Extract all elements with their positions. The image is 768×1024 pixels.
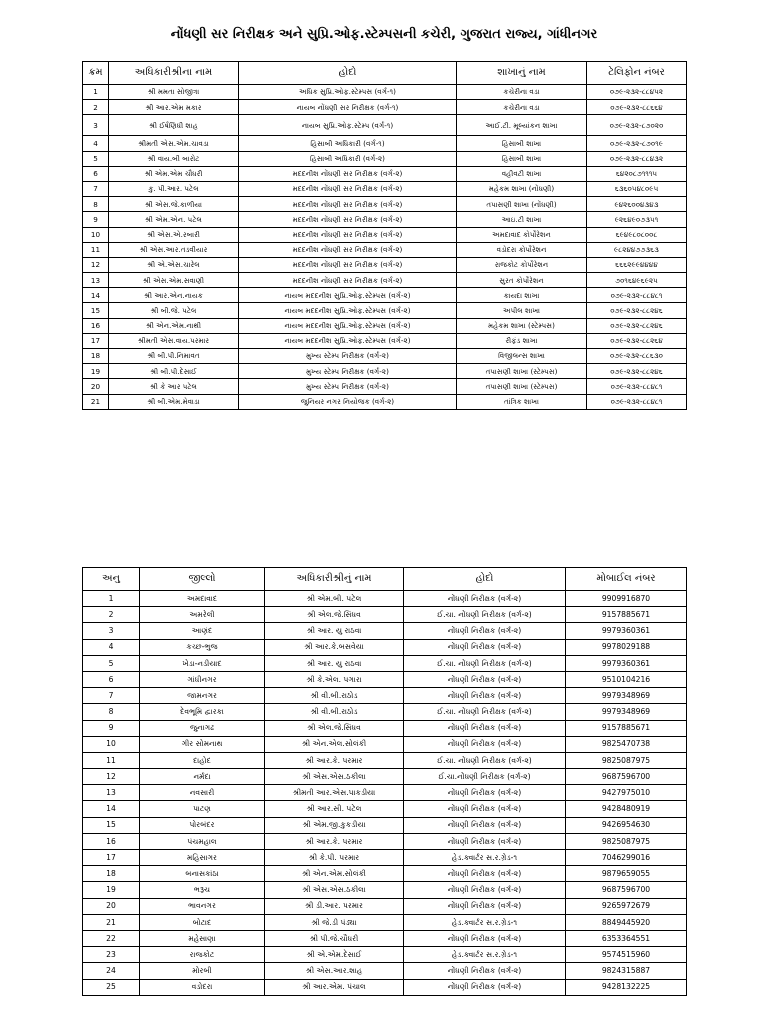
table-cell: શ્રી એલ.જે.સિંધવ bbox=[265, 607, 404, 623]
table-row bbox=[83, 979, 687, 995]
table-row bbox=[83, 785, 687, 801]
table-cell: 3 bbox=[83, 115, 109, 136]
table-row bbox=[83, 303, 687, 318]
table-cell: ૦૭૯-૨૩૨-૮૮૬૩૦ bbox=[587, 349, 687, 364]
table-row bbox=[83, 850, 687, 866]
table-cell: નોંધણી નિરીક્ષક (વર્ગ-૨) bbox=[404, 930, 566, 946]
table-cell: મહેસાણા bbox=[140, 930, 265, 946]
table-cell: ૬૬૬૨૯૯૪૪૪૪ bbox=[587, 257, 687, 272]
table-cell: 18 bbox=[83, 866, 140, 882]
table-row bbox=[83, 898, 687, 914]
table-cell: નોંધણી નિરીક્ષક (વર્ગ-૨) bbox=[404, 898, 566, 914]
table-cell: મદદનીશ નોંધણી સર નિરીક્ષક (વર્ગ-૨) bbox=[239, 181, 457, 196]
table-cell: તાંત્રિક શાખા bbox=[457, 394, 587, 409]
table-cell: નોંધણી નિરીક્ષક (વર્ગ-૨) bbox=[404, 591, 566, 607]
table-row bbox=[83, 623, 687, 639]
table-cell: શ્રી એલ.જે.સિંધવ bbox=[265, 720, 404, 736]
table-row bbox=[83, 212, 687, 227]
table-cell: 9979360361 bbox=[566, 623, 687, 639]
table-cell: અપીલ શાખા bbox=[457, 303, 587, 318]
table-cell: ઈ.ચા. નોંધણી નિરીક્ષક (વર્ગ-૨) bbox=[404, 607, 566, 623]
table-row bbox=[83, 333, 687, 348]
table-cell: 9428132225 bbox=[566, 979, 687, 995]
table-cell: અધિક સુપ્રિ.ઓફ.સ્ટેમ્પસ (વર્ગ-૧) bbox=[239, 85, 457, 100]
table-cell: 9265972679 bbox=[566, 898, 687, 914]
district-officers-mobile-table bbox=[82, 567, 687, 996]
table-cell: 11 bbox=[83, 752, 140, 768]
table-row bbox=[83, 817, 687, 833]
table-cell: શ્રી કે.પી. પરમાર bbox=[265, 850, 404, 866]
column-header: શાખાનું નામ bbox=[457, 62, 587, 85]
table-cell: નાયબ સુપ્રિ.ઓફ.સ્ટેમ્પ (વર્ગ-૧) bbox=[239, 115, 457, 136]
table-cell: 9979360361 bbox=[566, 655, 687, 671]
table-cell: પાટણ bbox=[140, 801, 265, 817]
table-cell: નોંધણી નિરીક્ષક (વર્ગ-૨) bbox=[404, 671, 566, 687]
table-cell: ૯૨૬૪૯૦૭૩૫૧ bbox=[587, 212, 687, 227]
table-cell: ગાંધીનગર bbox=[140, 671, 265, 687]
table-cell: નોંધણી નિરીક્ષક (વર્ગ-૨) bbox=[404, 866, 566, 882]
table-row bbox=[83, 833, 687, 849]
table-cell: ૭૦૧૬૪૯૬૯૨૫ bbox=[587, 273, 687, 288]
column-header: હોદો bbox=[404, 568, 566, 591]
table-cell: વડોદરા કોર્પોરેશન bbox=[457, 242, 587, 257]
table-cell: શ્રી વી.બી.રાઠોડ bbox=[265, 688, 404, 704]
table-cell: શ્રી પી.જે.ચૌધરી bbox=[265, 930, 404, 946]
table-cell: 10 bbox=[83, 227, 109, 242]
table-cell: ૦૭૯-૨૩૨-૮૮૨૪૬ bbox=[587, 318, 687, 333]
column-header: ટેલિફોન નંબર bbox=[587, 62, 687, 85]
table-cell: ૬૪૨૦૮૭૧૧૧૫ bbox=[587, 166, 687, 181]
table-row bbox=[83, 197, 687, 212]
table-cell: મહેકમ શાખા (નોંધણી) bbox=[457, 181, 587, 196]
table-row bbox=[83, 866, 687, 882]
table-cell: 20 bbox=[83, 379, 109, 394]
table-cell: ૦૭૯-૨૩૨-૮૮૨૪૬ bbox=[587, 364, 687, 379]
table-cell: 17 bbox=[83, 333, 109, 348]
table-cell: ૦૭૯-૨૩૨-૮૮૪૮૧ bbox=[587, 394, 687, 409]
table-cell: નોંધણી નિરીક્ષક (વર્ગ-૨) bbox=[404, 736, 566, 752]
table-cell: ઈ.ચા. નોંધણી નિરીક્ષક (વર્ગ-૨) bbox=[404, 704, 566, 720]
table-cell: ગીર સોમનાથ bbox=[140, 736, 265, 752]
table-cell: ૦૭૯-૨૩૨-૮૮૬૬૪ bbox=[587, 100, 687, 115]
table-row bbox=[83, 394, 687, 409]
table-row bbox=[83, 963, 687, 979]
table-cell: પંચમહાલ bbox=[140, 833, 265, 849]
table-cell: આઇ.ટી શાખા bbox=[457, 212, 587, 227]
table-row bbox=[83, 655, 687, 671]
table-cell: 5 bbox=[83, 151, 109, 166]
table-cell: શ્રી આર.કે. પરમાર bbox=[265, 752, 404, 768]
table-cell: 14 bbox=[83, 801, 140, 817]
table-cell: મદદનીશ નોંધણી સર નિરીક્ષક (વર્ગ-૨) bbox=[239, 257, 457, 272]
table-cell: 9510104216 bbox=[566, 671, 687, 687]
table-row bbox=[83, 257, 687, 272]
table-cell: વહીવટી શાખા bbox=[457, 166, 587, 181]
table-row bbox=[83, 688, 687, 704]
column-header: અધિકારીશ્રીના નામ bbox=[109, 62, 239, 85]
table-row bbox=[83, 242, 687, 257]
table-cell: અમરેલી bbox=[140, 607, 265, 623]
column-header: ક્રમ bbox=[83, 62, 109, 85]
table-row bbox=[83, 736, 687, 752]
table-cell: શ્રી આર. યુ રાઠવા bbox=[265, 655, 404, 671]
table-cell: શ્રી એસ.એમ.સવાણી bbox=[109, 273, 239, 288]
table-row bbox=[83, 288, 687, 303]
table-cell: નાયબ નોંધણી સર નિરીક્ષક (વર્ગ-૧) bbox=[239, 100, 457, 115]
table-cell: શ્રી આર.એમ મકાર bbox=[109, 100, 239, 115]
table-cell: સુરત કોર્પોરેશન bbox=[457, 273, 587, 288]
table-cell: 6353364551 bbox=[566, 930, 687, 946]
table-cell: 21 bbox=[83, 914, 140, 930]
table-cell: 18 bbox=[83, 349, 109, 364]
table-cell: મુખ્ય સ્ટેમ્પ નિરીક્ષક (વર્ગ-૨) bbox=[239, 349, 457, 364]
table-header-row bbox=[83, 568, 687, 591]
table-cell: બનાસકાંઠા bbox=[140, 866, 265, 882]
table-cell: તપાસણી શાખા (સ્ટેમ્પસ) bbox=[457, 379, 587, 394]
column-header: અનુ bbox=[83, 568, 140, 591]
table-cell: મુખ્ય સ્ટેમ્પ નિરીક્ષક (વર્ગ-૨) bbox=[239, 364, 457, 379]
table-cell: 19 bbox=[83, 364, 109, 379]
table-cell: તપાસણી શાખા (નોંધણી) bbox=[457, 197, 587, 212]
table-cell: 16 bbox=[83, 833, 140, 849]
table-row bbox=[83, 181, 687, 196]
table-cell: 7 bbox=[83, 181, 109, 196]
table-cell: ખેડા-નડીયાદ bbox=[140, 655, 265, 671]
table-cell: તપાસણી શાખા (સ્ટેમ્પસ) bbox=[457, 364, 587, 379]
table-cell: કચેરીના વડા bbox=[457, 85, 587, 100]
table-cell: 16 bbox=[83, 318, 109, 333]
table-cell: શ્રી એમ.એન. પટેલ bbox=[109, 212, 239, 227]
table-cell: 9825087975 bbox=[566, 833, 687, 849]
table-cell: 22 bbox=[83, 930, 140, 946]
table-cell: મદદનીશ નોંધણી સર નિરીક્ષક (વર્ગ-૨) bbox=[239, 227, 457, 242]
table-cell: શ્રી વાય.બી બારોટ bbox=[109, 151, 239, 166]
table-cell: શ્રી આર.સી. પટેલ bbox=[265, 801, 404, 817]
table-cell: ૯૮૨૪૪૭૭૩૬૩ bbox=[587, 242, 687, 257]
table-cell: શ્રી એસ.એ.રબારી bbox=[109, 227, 239, 242]
table-cell: 21 bbox=[83, 394, 109, 409]
table-cell: મદદનીશ નોંધણી સર નિરીક્ષક (વર્ગ-૨) bbox=[239, 273, 457, 288]
table-cell: ૬૯૪૯૮૦૮૦૦૮ bbox=[587, 227, 687, 242]
table-cell: જામનગર bbox=[140, 688, 265, 704]
table-cell: શ્રી વી.બી.રાઠોડ bbox=[265, 704, 404, 720]
table-row bbox=[83, 379, 687, 394]
table-cell: આઈ.ટી. મૂલ્યાંકન શાખા bbox=[457, 115, 587, 136]
table-cell: કચ્છ-ભુજ bbox=[140, 639, 265, 655]
table-cell: બોટાદ bbox=[140, 914, 265, 930]
table-cell: 9825470738 bbox=[566, 736, 687, 752]
table-cell: ભરૂચ bbox=[140, 882, 265, 898]
table-row bbox=[83, 769, 687, 785]
table-cell: રાજકોટ કોર્પોરેશન bbox=[457, 257, 587, 272]
table-cell: શ્રી બી.પી.નિમાવત bbox=[109, 349, 239, 364]
table-cell: દાહોદ bbox=[140, 752, 265, 768]
page-title: નોંધણી સર નિરીક્ષક અને સુપ્રિ.ઓફ.સ્ટેમ્પસની કચેરી, ગુજરાત રાજ્ય, ગાંધીનગર bbox=[170, 27, 598, 42]
table-cell: 7046299016 bbox=[566, 850, 687, 866]
table-cell: આણંદ bbox=[140, 623, 265, 639]
table-cell: મહેકમ શાખા (સ્ટેમ્પસ) bbox=[457, 318, 587, 333]
column-header: જીલ્લો bbox=[140, 568, 265, 591]
table-cell: 14 bbox=[83, 288, 109, 303]
table-cell: 4 bbox=[83, 639, 140, 655]
table-row bbox=[83, 273, 687, 288]
table-cell: 9979348969 bbox=[566, 688, 687, 704]
table-cell: ઈ.ચા.નોંધણી નિરીક્ષક (વર્ગ-૨) bbox=[404, 769, 566, 785]
table-cell: 9426954630 bbox=[566, 817, 687, 833]
table-cell: 12 bbox=[83, 257, 109, 272]
table-cell: નાયબ મદદનીશ સુપ્રિ.ઓફ.સ્ટેમ્પસ (વર્ગ-૨) bbox=[239, 333, 457, 348]
table-cell: 9979348969 bbox=[566, 704, 687, 720]
table-cell: 24 bbox=[83, 963, 140, 979]
table-cell: શ્રી એન.એમ.સોલંકી bbox=[265, 866, 404, 882]
table-cell: નર્મદા bbox=[140, 769, 265, 785]
table-cell: શ્રી ઈર્ષણિધી શાહ bbox=[109, 115, 239, 136]
table-cell: 9574515960 bbox=[566, 947, 687, 963]
table-cell: ૦૭૯-૨૩૨-૮૮૪૮૧ bbox=[587, 379, 687, 394]
table-cell: 7 bbox=[83, 688, 140, 704]
table-cell: નોંધણી નિરીક્ષક (વર્ગ-૨) bbox=[404, 720, 566, 736]
table-header-row bbox=[83, 62, 687, 85]
table-row bbox=[83, 607, 687, 623]
table-cell: રીફંડ શાખા bbox=[457, 333, 587, 348]
table-cell: શ્રી આર.એમ. પંચાલ bbox=[265, 979, 404, 995]
table-row bbox=[83, 914, 687, 930]
table-cell: પોરબંદર bbox=[140, 817, 265, 833]
table-cell: 11 bbox=[83, 242, 109, 257]
table-row bbox=[83, 85, 687, 100]
table-cell: શ્રી એન.એમ.નાથી bbox=[109, 318, 239, 333]
table-cell: 5 bbox=[83, 655, 140, 671]
table-cell: 12 bbox=[83, 769, 140, 785]
table-cell: શ્રી એસ.એસ.ઠકીલા bbox=[265, 882, 404, 898]
table-cell: જુનાગઢ bbox=[140, 720, 265, 736]
table-row bbox=[83, 166, 687, 181]
table-cell: મુખ્ય સ્ટેમ્પ નિરીક્ષક (વર્ગ-૨) bbox=[239, 379, 457, 394]
table-cell: 8 bbox=[83, 197, 109, 212]
table-row bbox=[83, 100, 687, 115]
table-cell: હિસાબી શાખા bbox=[457, 136, 587, 151]
table-cell: 13 bbox=[83, 785, 140, 801]
table-cell: ૯૪૨૬૦૦૪૩૪૩ bbox=[587, 197, 687, 212]
table-cell: શ્રી ડી.આર. પરમાર bbox=[265, 898, 404, 914]
table-cell: શ્રી એસ.આર.શાહ bbox=[265, 963, 404, 979]
table-cell: ૦૭૯-૨૩૨-૮૮૨૬૪ bbox=[587, 333, 687, 348]
table-cell: 1 bbox=[83, 591, 140, 607]
table-cell: હિસાબી અધિકારી (વર્ગ-૧) bbox=[239, 136, 457, 151]
table-row bbox=[83, 801, 687, 817]
table-row bbox=[83, 639, 687, 655]
table-cell: મદદનીશ નોંધણી સર નિરીક્ષક (વર્ગ-૨) bbox=[239, 166, 457, 181]
table-cell: કાયદા શાખા bbox=[457, 288, 587, 303]
table-cell: નોંધણી નિરીક્ષક (વર્ગ-૨) bbox=[404, 639, 566, 655]
table-cell: 10 bbox=[83, 736, 140, 752]
table-row bbox=[83, 591, 687, 607]
column-header: મોબાઈલ નંબર bbox=[566, 568, 687, 591]
table-cell: નોંધણી નિરીક્ષક (વર્ગ-૨) bbox=[404, 979, 566, 995]
table-cell: 17 bbox=[83, 850, 140, 866]
table-cell: શ્રી એન.એલ.સોલંકી bbox=[265, 736, 404, 752]
table-cell: 9 bbox=[83, 720, 140, 736]
table-cell: 8 bbox=[83, 704, 140, 720]
table-cell: ઈ.ચા. નોંધણી નિરીક્ષક (વર્ગ-૨) bbox=[404, 655, 566, 671]
table-cell: શ્રી એમ.એમ ચૌધરી bbox=[109, 166, 239, 181]
table-cell: કચેરીના વડા bbox=[457, 100, 587, 115]
table-row bbox=[83, 704, 687, 720]
table-cell: 2 bbox=[83, 607, 140, 623]
table-cell: નોંધણી નિરીક્ષક (વર્ગ-૨) bbox=[404, 688, 566, 704]
table-cell: શ્રી એમ.બી. પટેલ bbox=[265, 591, 404, 607]
table-cell: નોંધણી નિરીક્ષક (વર્ગ-૨) bbox=[404, 833, 566, 849]
table-cell: હિસાબી શાખા bbox=[457, 151, 587, 166]
table-cell: મદદનીશ નોંધણી સર નિરીક્ષક (વર્ગ-૨) bbox=[239, 197, 457, 212]
table-cell: ૦૭૯-૨૩૨-૮૭૦૨૦ bbox=[587, 115, 687, 136]
table-row bbox=[83, 115, 687, 136]
table-cell: 8849445920 bbox=[566, 914, 687, 930]
table-cell: નાયબ મદદનીશ સુપ્રિ.ઓફ.સ્ટેમ્પસ (વર્ગ-૨) bbox=[239, 318, 457, 333]
table-cell: શ્રી એસ.જે.કાળીયા bbox=[109, 197, 239, 212]
table-cell: જુનિયર નગર નિયોજક (વર્ગ-૨) bbox=[239, 394, 457, 409]
table-cell: 9687596700 bbox=[566, 882, 687, 898]
table-row bbox=[83, 930, 687, 946]
table-cell: શ્રી કે.એલ. પગારા bbox=[265, 671, 404, 687]
table-cell: મોરબી bbox=[140, 963, 265, 979]
table-cell: નોંધણી નિરીક્ષક (વર્ગ-૨) bbox=[404, 963, 566, 979]
table-row bbox=[83, 151, 687, 166]
table-cell: 9428480919 bbox=[566, 801, 687, 817]
table-cell: ૦૭૯-૨૩૨-૮૮૨૪૬ bbox=[587, 303, 687, 318]
table-cell: દેવભૂમિ દ્વારકા bbox=[140, 704, 265, 720]
table-row bbox=[83, 136, 687, 151]
table-cell: 9909916870 bbox=[566, 591, 687, 607]
table-cell: નોંધણી નિરીક્ષક (વર્ગ-૨) bbox=[404, 817, 566, 833]
table-cell: 15 bbox=[83, 817, 140, 833]
table-cell: નોંધણી નિરીક્ષક (વર્ગ-૨) bbox=[404, 785, 566, 801]
table-cell: 9 bbox=[83, 212, 109, 227]
table-cell: હેડ.ક્વાર્ટર સ.ર.ગ્રેડ-૧ bbox=[404, 850, 566, 866]
table-cell: શ્રી એ.એસ.ચારેલ bbox=[109, 257, 239, 272]
table-cell: 9157885671 bbox=[566, 607, 687, 623]
table-cell: કુ. પી.આર. પટેલ bbox=[109, 181, 239, 196]
table-cell: વડોદરા bbox=[140, 979, 265, 995]
table-cell: રાજકોટ bbox=[140, 947, 265, 963]
table-cell: નવસારી bbox=[140, 785, 265, 801]
table-cell: શ્રી આર.એન.નાયક bbox=[109, 288, 239, 303]
table-cell: 15 bbox=[83, 303, 109, 318]
table-cell: 3 bbox=[83, 623, 140, 639]
table-cell: 19 bbox=[83, 882, 140, 898]
table-cell: અમદાવાદ bbox=[140, 591, 265, 607]
table-cell: શ્રીમતી એસ.એમ.ચાવડા bbox=[109, 136, 239, 151]
table-row bbox=[83, 720, 687, 736]
column-header: અધિકારીશ્રીનું નામ bbox=[265, 568, 404, 591]
table-cell: શ્રી એમ.જી.કુકડીયા bbox=[265, 817, 404, 833]
table-cell: ૦૭૯-૨૩૨-૮૭૦૧૯ bbox=[587, 136, 687, 151]
table-cell: શ્રીમતી આર.એસ.પાકડીયા bbox=[265, 785, 404, 801]
officers-telephone-table bbox=[82, 61, 687, 410]
table-cell: 4 bbox=[83, 136, 109, 151]
table-cell: 6 bbox=[83, 166, 109, 181]
table-cell: 6 bbox=[83, 671, 140, 687]
table-cell: ઈ.ચા. નોંધણી નિરીક્ષક (વર્ગ-૨) bbox=[404, 752, 566, 768]
table-cell: શ્રી એ.એમ.દેસાઈ bbox=[265, 947, 404, 963]
table-cell: નોંધણી નિરીક્ષક (વર્ગ-૨) bbox=[404, 882, 566, 898]
table-cell: ૦૭૯-૨૩૨-૮૮૪૩૨ bbox=[587, 151, 687, 166]
table-cell: શ્રી જે.ડી પંડ્યા bbox=[265, 914, 404, 930]
table-cell: શ્રી બી.પી.દેસાઈ bbox=[109, 364, 239, 379]
table-row bbox=[83, 318, 687, 333]
table-cell: ૦૭૯-૨૩૨-૮૮૪૮૧ bbox=[587, 288, 687, 303]
table-row bbox=[83, 752, 687, 768]
table-cell: શ્રી આર.કે. પરમાર bbox=[265, 833, 404, 849]
table-cell: 9879659055 bbox=[566, 866, 687, 882]
table-cell: શ્રી મમતા સોજીત્રા bbox=[109, 85, 239, 100]
table-row bbox=[83, 364, 687, 379]
table-cell: 9157885671 bbox=[566, 720, 687, 736]
table-cell: 9824315887 bbox=[566, 963, 687, 979]
table-cell: 2 bbox=[83, 100, 109, 115]
table-row bbox=[83, 947, 687, 963]
table-cell: હિસાબી અધિકારી (વર્ગ-૨) bbox=[239, 151, 457, 166]
table-cell: 9978029188 bbox=[566, 639, 687, 655]
table-cell: નાયબ મદદનીશ સુપ્રિ.ઓફ.સ્ટેમ્પસ (વર્ગ-૨) bbox=[239, 288, 457, 303]
table-cell: 9825087975 bbox=[566, 752, 687, 768]
table-cell: 13 bbox=[83, 273, 109, 288]
table-cell: 20 bbox=[83, 898, 140, 914]
table-cell: શ્રી એસ.આર.તડવીયાર bbox=[109, 242, 239, 257]
table-cell: મદદનીશ નોંધણી સર નિરીક્ષક (વર્ગ-૨) bbox=[239, 242, 457, 257]
table-cell: વિજીલન્સ શાખા bbox=[457, 349, 587, 364]
column-header: હોદો bbox=[239, 62, 457, 85]
table-cell: શ્રી બી.એમ.મેવાડા bbox=[109, 394, 239, 409]
table-cell: હેડ.ક્વાર્ટર સ.ર.ગ્રેડ-૧ bbox=[404, 914, 566, 930]
table-row bbox=[83, 227, 687, 242]
table-row bbox=[83, 882, 687, 898]
table-cell: શ્રી આર. યુ રાઠવા bbox=[265, 623, 404, 639]
table-row bbox=[83, 349, 687, 364]
table-cell: 1 bbox=[83, 85, 109, 100]
table-cell: નોંધણી નિરીક્ષક (વર્ગ-૨) bbox=[404, 801, 566, 817]
table-cell: શ્રી બી.જે. પટેલ bbox=[109, 303, 239, 318]
table-cell: 25 bbox=[83, 979, 140, 995]
table-cell: ભાવનગર bbox=[140, 898, 265, 914]
table-cell: શ્રી એસ.એસ.ઠકીલા bbox=[265, 769, 404, 785]
table-row bbox=[83, 671, 687, 687]
table-cell: નોંધણી નિરીક્ષક (વર્ગ-૨) bbox=[404, 623, 566, 639]
table-cell: મહિસાગર bbox=[140, 850, 265, 866]
table-cell: ૦૭૯-૨૩૨-૮૮૪૫૨ bbox=[587, 85, 687, 100]
table-cell: મદદનીશ નોંધણી સર નિરીક્ષક (વર્ગ-૨) bbox=[239, 212, 457, 227]
table-cell: શ્રી કે આર પટેલ bbox=[109, 379, 239, 394]
table-cell: ૬૩૬૦૫૪૮૦૯૫ bbox=[587, 181, 687, 196]
table-cell: શ્રી આર.કે.બસવેયા bbox=[265, 639, 404, 655]
table-cell: શ્રીમતી એસ.વાય.પરમાર bbox=[109, 333, 239, 348]
table-cell: નાયબ મદદનીશ સુપ્રિ.ઓફ.સ્ટેમ્પસ (વર્ગ-૨) bbox=[239, 303, 457, 318]
table-cell: 23 bbox=[83, 947, 140, 963]
table-cell: 9687596700 bbox=[566, 769, 687, 785]
table-cell: હેડ.ક્વાર્ટર સ.ર.ગ્રેડ-૧ bbox=[404, 947, 566, 963]
table-cell: 9427975010 bbox=[566, 785, 687, 801]
table-cell: અમદાવાદ કોર્પોરેશન bbox=[457, 227, 587, 242]
